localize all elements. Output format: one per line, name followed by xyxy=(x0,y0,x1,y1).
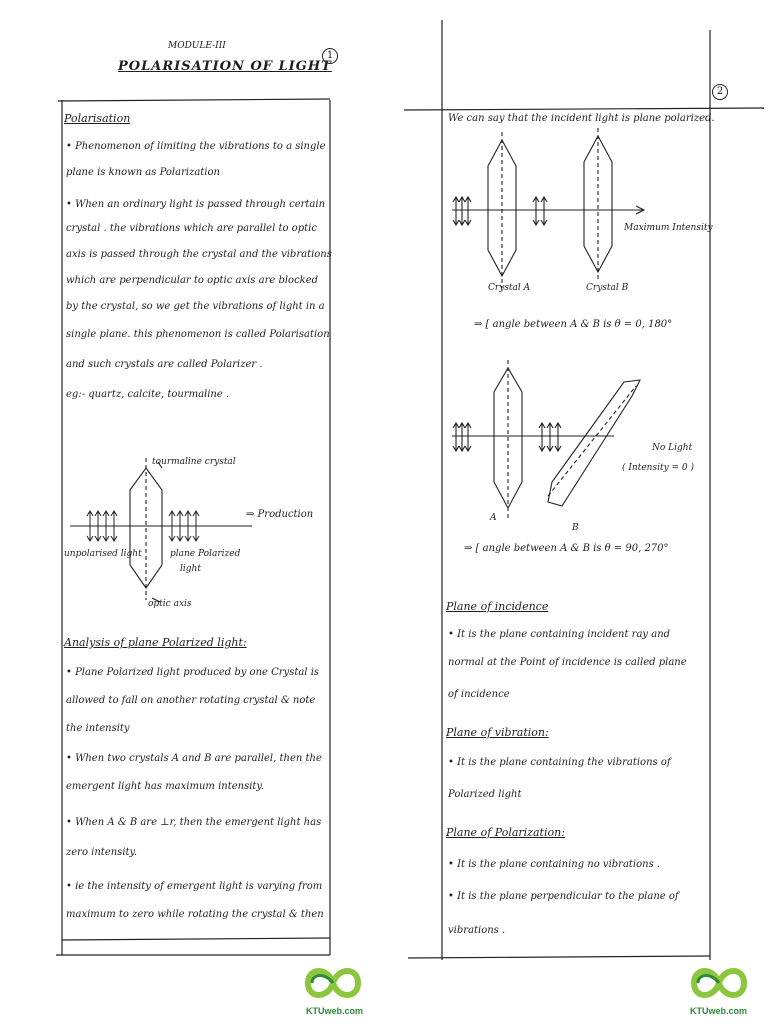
production-label: ⇒ Production xyxy=(246,509,314,520)
text-line: Polarized light xyxy=(448,789,522,800)
plane-of-incidence-heading: Plane of incidence xyxy=(446,600,549,613)
intro-line: We can say that the incident light is plane polarized. xyxy=(448,113,715,124)
parallel-crystals-diagram xyxy=(444,126,710,296)
text-line: the intensity xyxy=(66,723,130,734)
crystal-a-letter: A xyxy=(490,513,497,523)
page-number-1: 1 xyxy=(322,48,338,64)
plane-polarized-label: plane Polarized xyxy=(170,549,241,559)
text-line: which are perpendicular to optic axis are blocked xyxy=(66,275,319,286)
text-line: • When A & B are ⊥r, then the emergent light has xyxy=(66,817,322,828)
text-line: and such crystals are called Polarizer . xyxy=(66,359,263,370)
optic-axis-label: optic axis xyxy=(148,599,192,609)
ktuweb-footer-text: KTUweb.com xyxy=(690,1006,748,1016)
unpolarised-light-label: unpolarised light xyxy=(64,549,142,559)
text-line: maximum to zero while rotating the crystal & then xyxy=(66,909,324,920)
module-label: MODULE-III xyxy=(168,41,226,51)
crystal-b-label: Crystal B xyxy=(586,283,629,293)
text-line: • ie the intensity of emergent light is varying from xyxy=(66,881,323,892)
text-line: eg:- quartz, calcite, tourmaline . xyxy=(66,389,230,400)
text-line: • When an ordinary light is passed through certain xyxy=(66,199,326,210)
text-line: normal at the Point of incidence is called plane xyxy=(448,657,687,668)
analysis-heading: Analysis of plane Polarized light: xyxy=(64,636,247,649)
text-line: axis is passed through the crystal and the vibrations xyxy=(66,249,332,260)
text-line: • It is the plane containing the vibrations of xyxy=(448,757,671,768)
text-line: single plane. this phenomenon is called Polarisation xyxy=(66,329,330,340)
text-line: vibrations . xyxy=(448,925,506,936)
text-line: • It is the plane perpendicular to the plane of xyxy=(448,891,679,902)
page-title: POLARISATION OF LIGHT xyxy=(118,59,332,74)
plane-of-polarization-heading: Plane of Polarization: xyxy=(446,826,565,839)
text-line: zero intensity. xyxy=(66,847,138,858)
crystal-b-letter: B xyxy=(572,523,579,533)
text-line: • It is the plane containing no vibrations . xyxy=(448,859,661,870)
angle-crossed-label: ⇒ [ angle between A & B is θ = 90, 270° xyxy=(464,543,669,554)
text-line: crystal . the vibrations which are parallel to optic xyxy=(66,223,317,234)
text-line: allowed to fall on another rotating crystal & note xyxy=(66,695,316,706)
text-line: • Plane Polarized light produced by one Crystal is xyxy=(66,667,320,678)
ktuweb-footer-text: KTUweb.com xyxy=(306,1006,364,1016)
plane-of-vibration-heading: Plane of vibration: xyxy=(446,726,549,739)
text-line: • It is the plane containing incident ray and xyxy=(448,629,671,640)
tourmaline-crystal-diagram xyxy=(62,450,330,620)
text-line: of incidence xyxy=(448,689,510,700)
maximum-intensity-label: Maximum Intensity xyxy=(624,223,713,233)
no-light-label: No Light xyxy=(652,443,693,453)
right-notes-page xyxy=(384,0,768,1024)
text-line: emergent light has maximum intensity. xyxy=(66,781,264,792)
intensity-zero-label: ( Intensity = 0 ) xyxy=(622,463,695,473)
text-line: plane is known as Polarization xyxy=(66,167,220,178)
text-line: by the crystal, so we get the vibrations of light in a xyxy=(66,301,325,312)
text-line: • Phenomenon of limiting the vibrations to a single xyxy=(66,141,326,152)
crystal-a-label: Crystal A xyxy=(488,283,531,293)
tourmaline-crystal-label: tourmaline crystal xyxy=(152,457,236,467)
plane-polarized-label-2: light xyxy=(180,564,201,574)
angle-parallel-label: ⇒ [ angle between A & B is θ = 0, 180° xyxy=(474,319,673,330)
polarisation-heading: Polarisation xyxy=(64,112,131,125)
text-line: • When two crystals A and B are parallel, then the xyxy=(66,753,322,764)
page-number-2: 2 xyxy=(712,84,728,100)
